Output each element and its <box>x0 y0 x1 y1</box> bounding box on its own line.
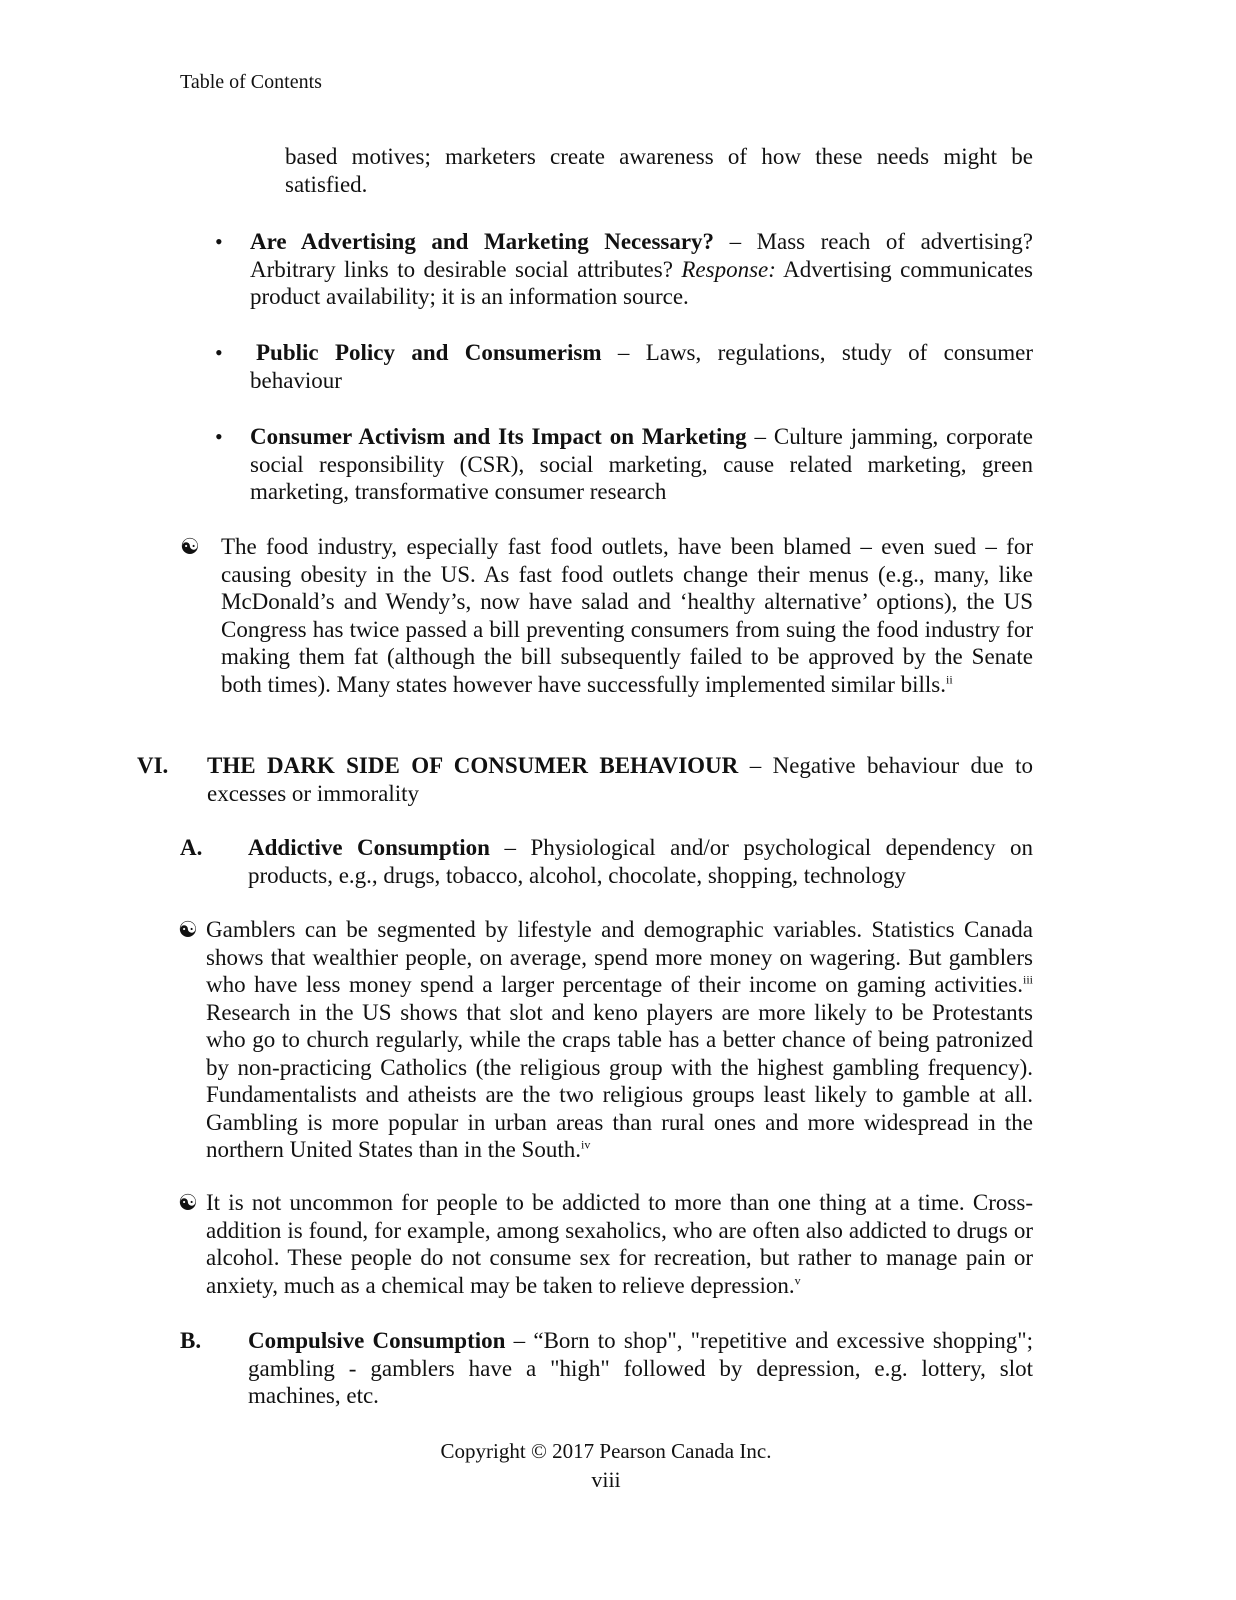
subsection-letter: A. <box>180 835 203 860</box>
footnote-marker: iv <box>580 1137 591 1152</box>
bullet-marker: • <box>215 229 223 254</box>
bullet-marker: • <box>215 340 223 365</box>
bullet-title: Public Policy and Consumerism <box>256 340 602 365</box>
bullet-text: – Mass reach of advertising? Arbitrary links to desirable social attributes? <box>250 229 1033 282</box>
yin-yang-icon: ☯ <box>178 917 198 942</box>
subsection-addictive-consumption <box>248 834 1033 889</box>
bullet-text: – Culture jamming, corporate social responsibility (CSR), social marketing, cause related marketing, green marketing, transformative consumer research <box>250 424 1033 504</box>
subsection-text: – Physiological and/or psychological dependency on products, e.g., drugs, tobacco, alcohol, chocolate, shopping, technology <box>248 835 1034 888</box>
page-number: viii <box>591 1467 621 1492</box>
yin-yang-icon: ☯ <box>178 1190 198 1215</box>
bullet-text: – Laws, regulations, study of consumer behaviour <box>250 340 1033 393</box>
bullet-advertising-necessary <box>250 228 1033 311</box>
subsection-text: – “Born to shop", "repetitive and excessive shopping"; gambling - gamblers have a "high" followed by depression, e.g. lottery, slot machines, etc. <box>248 1328 1033 1408</box>
footnote-marker: iii <box>1022 972 1033 987</box>
note-text: The food industry, especially fast food outlets, have been blamed – even sued – for causing obesity in the US. As fast food outlets change their menus (e.g., many, like McDonald’s and Wendy’s, now have salad and ‘healthy alternative’ options), the US Congress has twice passed a bill preventing consumers from suing the food industry for making them fat (although the bill subsequently failed to be approved by the Senate both times). Many states however have successfully implemented similar bills. <box>221 534 1033 697</box>
subsection-title: Compulsive Consumption <box>248 1328 506 1353</box>
subsection-compulsive-consumption <box>248 1327 1033 1410</box>
bullet-text: Advertising communicates product availability; it is an information source. <box>250 256 1033 309</box>
footnote-marker: ii <box>945 671 953 686</box>
note-text: Gamblers can be segmented by lifestyle and demographic variables. Statistics Canada shows that wealthier people, on average, spend more money on wagering. But gamblers who have less money spend a larger percentage of their income on gaming activities. <box>206 917 1033 997</box>
section-title: THE DARK SIDE OF CONSUMER BEHAVIOUR <box>207 753 739 778</box>
bullet-marker: • <box>215 424 223 449</box>
copyright-footer: Copyright © 2017 Pearson Canada Inc. <box>440 1439 772 1463</box>
subsection-title: Addictive Consumption <box>248 835 490 860</box>
note-food-industry <box>221 533 1033 698</box>
note-gamblers <box>206 916 1033 1164</box>
section-text: – Negative behaviour due to excesses or immorality <box>207 753 1033 806</box>
note-cross-addiction <box>206 1189 1033 1299</box>
note-text: It is not uncommon for people to be addicted to more than one thing at a time. Cross-addition is found, for example, among sexaholics, who are often also addicted to drugs or alcohol. These people do not consume sex for recreation, but rather to manage pain or anxiety, much as a chemical may be taken to relieve depression. <box>206 1190 1033 1298</box>
response-label: Response: <box>681 256 776 282</box>
subsection-letter: B. <box>180 1328 202 1353</box>
section-dark-side <box>207 752 1033 807</box>
bullet-consumer-activism <box>250 423 1033 506</box>
yin-yang-icon: ☯ <box>180 534 200 559</box>
footnote-marker: v <box>794 1272 801 1287</box>
section-number: VI. <box>137 753 169 778</box>
bullet-public-policy <box>250 339 1033 394</box>
bullet-title: Are Advertising and Marketing Necessary? <box>250 229 715 254</box>
bullet-title: Consumer Activism and Its Impact on Marketing <box>250 424 747 449</box>
running-header: Table of Contents <box>180 71 322 93</box>
note-text: Research in the US shows that slot and keno players are more likely to be Protestants who go to church regularly, while the craps table has a better chance of being patronized by non-practicing Catholics (the religious group with the highest gambling frequency). Fundamentalists and atheists are the two religious groups least likely to gamble at all. Gambling is more popular in urban areas than rural ones and more widespread in the northern United States than in the South. <box>206 999 1033 1162</box>
continuation-paragraph: based motives; marketers create awareness of how these needs might be satisfied. <box>285 144 1033 197</box>
